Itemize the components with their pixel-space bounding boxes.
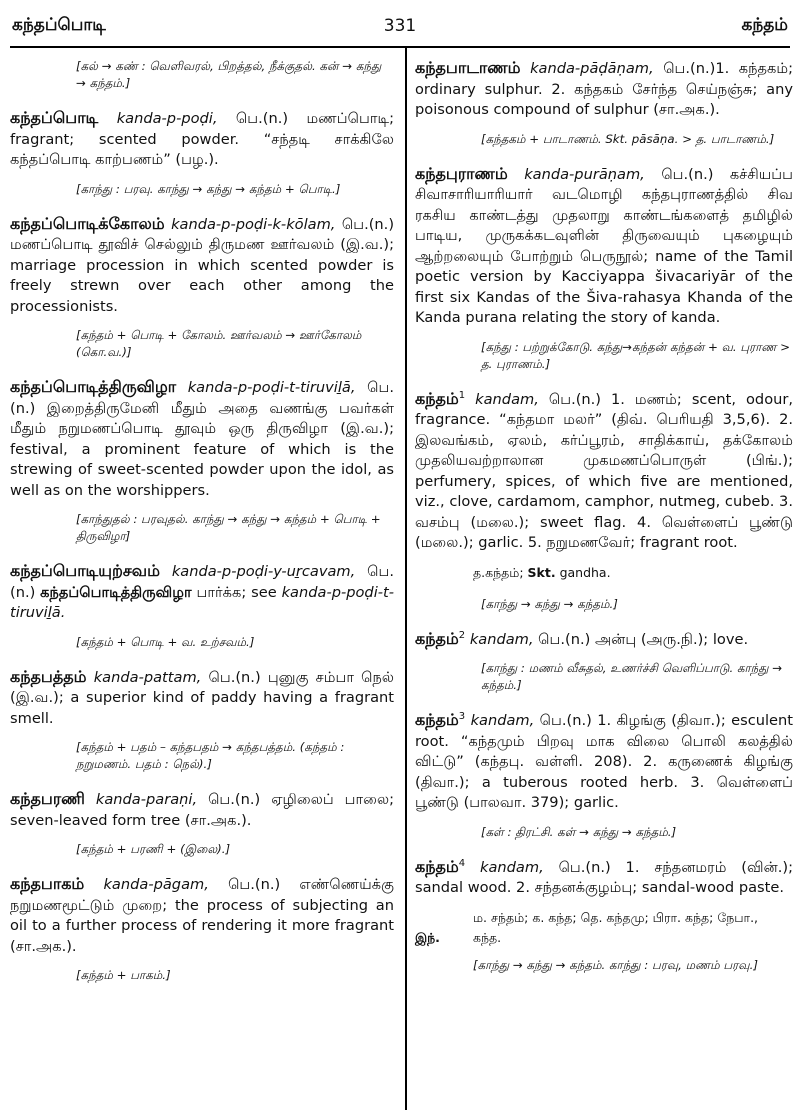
page-header [12,6,788,46]
etymology: [காந்து → கந்து → கந்தம்.] [481,596,618,611]
definition: பெ.(n.) 1. கிழங்கு (திவா.); esculent root. “கந்தமும் பிறவு மாக விலை பொலி கலத்தில் விட்டு” (கந்தபு. வள்ளி. 208). 2. கருணைக் கிழங்கு (திவா.); a tuberous rooted herb. 3. வெள்ளைப் பூண்டு (பாலவா. 379); garlic. [415,712,793,811]
headword: கந்தம் [415,628,459,648]
column-divider [405,46,407,1110]
headword: கந்தபத்தம் [10,666,87,686]
entry-kandam-1 [415,389,793,554]
cross-reference: கந்தப்பொடித்திருவிழா [40,583,192,601]
page-number: 331 [383,16,417,36]
transliteration: kanda-pattam, [93,668,202,686]
definition: பெ.(n.) எண்ணெய்க்கு நறுமணமூட்டும் முறை; the process of subjecting an oil to a further process of rendering it more fragrant (சா.அக.). [10,876,394,955]
homonym-number: 1 [458,389,466,401]
right-column [415,58,793,990]
cognate-tamil: த.கந்தம்; [473,564,524,580]
headword: கந்தம் [415,388,459,408]
homonym-number: 3 [458,711,466,723]
transliteration: kanda-pāḍāṇam, [530,60,654,77]
see-also: பார்க்க; see [196,583,277,601]
cognate-label [415,909,473,927]
headword: கந்தபுராணம் [415,163,508,183]
entry-kandapattam [10,667,394,730]
transliteration: kanda-purāṇam, [524,165,645,183]
headword: கந்தபாடாணம் [415,58,521,77]
etymology: [கந்தம் + பொடி + வ. உற்சவம்.] [76,634,255,649]
transliteration: kandam, [469,630,534,648]
transliteration: kandam, [480,858,544,876]
transliteration: kanda-p-poḍi-t-tiruviḻā, [187,379,356,396]
etymology: [கள் : திரட்சி. கள் → கந்து → கந்தம்.] [481,824,677,839]
entry-kandappodi [10,108,394,171]
etymology: [கந்தம் + பொடி + கோலம். ஊர்வலம் → ஊர்கோலம் (கொ.வ.)] [76,328,362,359]
cognate-word: gandha. [559,564,611,580]
entry-kandam-4 [415,857,793,899]
transliteration: kandam, [475,390,539,408]
transliteration: kandam, [470,712,535,729]
definition: பெ.(n.) புனுகு சம்பா நெல் (இ.வ.); a superior kind of paddy having a fragrant smell. [10,668,394,727]
transliteration: kanda-p-poḍi-k-kōlam, [171,215,336,233]
headword: கந்தபரணி [10,789,85,808]
etymology: [கந்தம் + பரணி + (இலை).] [76,842,231,856]
part-of-speech: பெ.(n.) [235,110,289,127]
definition: பெ.(n.) ஏழிலைப் பாலை; seven-leaved form tree (சா.அக.). [10,791,395,829]
definition: பெ.(n.) கச்சியப்ப சிவாசாரியாரியார் வடமொழி கந்தபுராணத்தில் சிவ ரகசிய காண்டத்து முதலாறு காண்டங்களைத் தமிழில் பாடிய, முருகக்கடவுளின் திருவையும் புகழையும் ஆற்றலையும் போற்றும் பெருநூல்; name of the Tamil poetic version by Kacciyappa šivacariyār of the first six Kandas of the Šiva-rahasya Khanda of the Kanda purana relating the story of kanda. [415,165,794,326]
definition: பெ.(n.) 1. மணம்; scent, odour, fragrance. “கந்தமா மலர்” (திவ். பெரியதி 3,5,6). 2. இலவங்கம், ஏலம், கர்ப்பூரம், சாதிக்காய், தக்கோலம் முதலியவற்றாலான முகமணப்பொருள் (பிங்.); perfumery, spices, of which five are mentioned, viz., clove, cardamom, camphor, nutmeg, cubeb. 3. வசம்பு (மலை.); sweet flag. 4. வெள்ளைப் பூண்டு (மலை.); garlic. 5. நறுமணவேர்; fragrant root. [415,390,794,551]
headword: கந்தப்பொடி [10,108,99,127]
transliteration: kanda-pāgam, [103,876,209,893]
headword: கந்தப்பொடிக்கோலம் [10,213,165,233]
headword: கந்தபாகம் [10,874,85,893]
entry-kandapuranam [415,164,793,329]
entry-kandapagam [10,874,394,957]
entry-kandam-3 [415,710,793,814]
left-column [10,58,394,1000]
cross-reference-transliteration: kanda-p-poḍi-t-tiruviḻā. [10,583,395,621]
etymology: [காந்து : மணம் வீசுதல், உணர்ச்சி வெளிப்பாடு. காந்து → கந்தம்.] [481,661,783,692]
etymology: [காந்துதல் : பரவுதல். காந்து → கந்து → கந்தம் + பொடி + திருவிழா] [76,512,381,543]
cognate-list: கந்த. [473,929,502,945]
cognates [415,564,793,582]
transliteration: kanda-p-poḍi, [116,110,218,127]
entry-kandappodittiruvizha [10,377,394,501]
entry-kandapadanam [415,58,793,121]
cognates-row [415,929,793,947]
definition: பெ.(n.)1. கந்தகம்; ordinary sulphur. 2. கந்தகம் சேர்ந்த செய்நஞ்சு; any poisonous compound of sulphur (சா.அக.). [415,60,793,118]
header-rule [10,46,790,48]
definition: பெ.(n.) மணப்பொடி தூவிச் செல்லும் திருமண ஊர்வலம் (இ.வ.); marriage procession in which scented powder is freely strewn over each other among the processionists. [10,215,395,315]
headword: கந்தப்பொடித்திருவிழா [10,377,177,396]
etymology: [காந்து → கந்து → கந்தம். காந்து : பரவு, மணம் பரவு.] [473,957,758,972]
headword: கந்தப்பொடியுற்சவம் [10,561,160,580]
etymology: [கந்தம் + பாகம்.] [76,968,171,982]
cognate-label: இந். [415,929,440,945]
etymology: [கந்தகம் + பாடாணம். Skt. pāsāṇa. > த. பாடாணம்.] [481,131,775,146]
entry-kandam-2 [415,629,793,651]
homonym-number: 4 [458,857,466,869]
cognate-language: Skt. [527,564,556,580]
right-guide-word: கந்தம் [741,15,788,35]
etymology: [கந்து : பற்றுக்கோடு. கந்து→கந்தன் கந்தன் + வ. புராண > த. புராணம்.] [481,339,791,371]
left-guide-word: கந்தப்பொடி [12,15,106,35]
homonym-number: 2 [458,629,466,641]
part-of-speech: பெ.(n.) [10,563,395,601]
etymology: [காந்து : பரவு. காந்து → கந்து → கந்தம் + பொடி.] [76,181,341,196]
etymology: [கந்தம் + பதம் – கந்தபதம் → கந்தபத்தம். (கந்தம் : நறுமணம். பதம் : நெல்).] [76,740,345,771]
cognates-row [415,909,793,927]
entry-kandaparani [10,789,394,831]
headword: கந்தம் [415,856,459,876]
definition: பெ.(n.) இறைத்திருமேனி மீதும் அதை வணங்கு பவர்கள் மீதும் நறுமணப்பொடி தூவும் ஒரு திருவிழா (இ.வ.); festival, a prominent feature of which is the strewing of sweet-scented powder upon the idol, as well as on the worshippers. [10,379,395,499]
entry-kandappodikkolam [10,214,394,318]
headword: கந்தம் [415,710,459,729]
cognate-list: ம. சந்தம்; க. கந்த; தெ. கந்தமு; பிரா. கந்த; நேபா., [473,909,759,925]
etymology: [கல் → கண் : வெளிவரல், பிறத்தல், நீக்குதல். கன் → கந்து → கந்தம்.] [76,59,382,90]
definition: மணப்பொடி; fragrant; scented powder. “சந்தடி சாக்கிலே கந்தப்பொடி காற்பணம்” (பழ.). [10,110,394,168]
definition: பெ.(n.) 1. சந்தனமரம் (வின்.); sandal wood. 2. சந்தனக்குழம்பு; sandal-wood paste. [415,858,793,896]
transliteration: kanda-p-poḍi-y-uṟcavam, [171,563,356,580]
transliteration: kanda-paraṇi, [95,791,198,808]
definition: பெ.(n.) அன்பு (அரு.நி.); love. [538,630,749,648]
entry-kandappodiyurcavam [10,561,394,624]
